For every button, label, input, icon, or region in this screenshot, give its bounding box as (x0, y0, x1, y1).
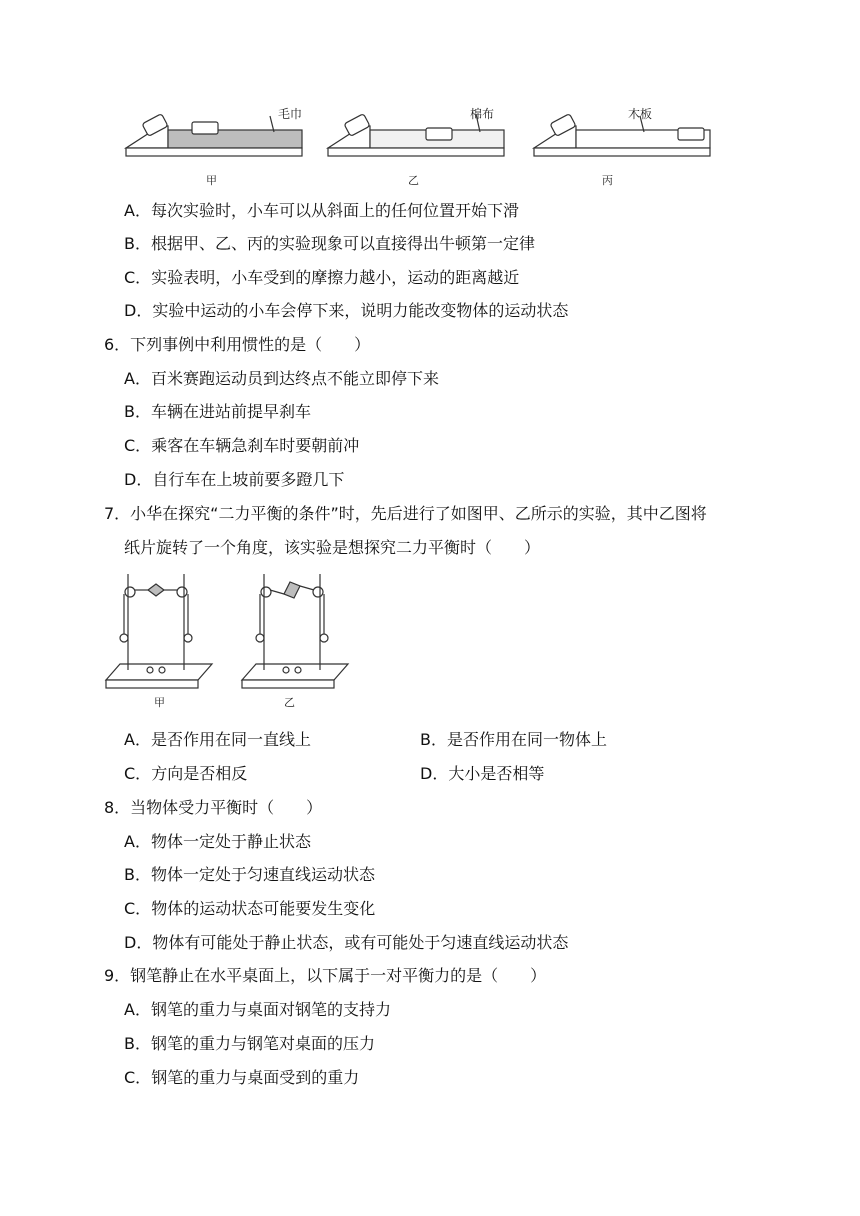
option-letter: A． (124, 1000, 151, 1019)
option-text: 大小是否相等 (448, 764, 545, 783)
q9-option-b[interactable] (124, 1033, 375, 1055)
q5-option-b[interactable] (124, 233, 535, 255)
q8-stem: 8．当物体受力平衡时（ ） (104, 798, 323, 817)
panel-towel (126, 114, 302, 156)
q9-stem: 9．钢笔静止在水平桌面上，以下属于一对平衡力的是（ ） (104, 966, 547, 985)
q7-option-a[interactable] (124, 729, 311, 751)
q8-option-c[interactable] (124, 898, 375, 920)
option-text: 物体有可能处于静止状态，或有可能处于匀速直线运动状态 (152, 933, 569, 952)
option-text: 实验中运动的小车会停下来，说明力能改变物体的运动状态 (152, 301, 569, 320)
option-text: 根据甲、乙、丙的实验现象可以直接得出牛顿第一定律 (150, 234, 535, 253)
option-letter: C． (124, 899, 152, 918)
option-text: 实验表明，小车受到的摩擦力越小，运动的距离越近 (151, 268, 520, 287)
q8-option-d[interactable] (124, 932, 568, 954)
q7-option-d[interactable] (420, 763, 544, 785)
panel-jia (106, 574, 212, 688)
fig1-caption-jia: 甲 (206, 174, 217, 187)
q9-option-a[interactable] (124, 999, 391, 1021)
option-text: 车辆在进站前提早刹车 (150, 402, 311, 421)
fig1-label-towel: 毛巾 (278, 107, 303, 121)
option-text: 钢笔的重力与桌面受到的重力 (151, 1068, 360, 1087)
option-text: 百米赛跑运动员到达终点不能立即停下来 (150, 369, 439, 388)
fig1-label-cotton: 棉布 (470, 107, 495, 121)
option-text: 是否作用在同一直线上 (150, 730, 311, 749)
option-letter: C． (124, 764, 152, 783)
option-text: 方向是否相反 (151, 764, 248, 783)
fig1-caption-yi: 乙 (408, 174, 419, 187)
option-text: 自行车在上坡前要多蹬几下 (152, 470, 345, 489)
option-letter: C． (124, 436, 152, 455)
option-letter: D． (124, 933, 153, 952)
q6-option-b[interactable] (124, 401, 311, 423)
q7-stem-line2: 纸片旋转了一个角度，该实验是想探究二力平衡时（ ） (124, 538, 541, 557)
q6-option-d[interactable] (124, 469, 344, 491)
option-text: 钢笔的重力与钢笔对桌面的压力 (150, 1034, 375, 1053)
q7-stem-line1: 7．小华在探究“二力平衡的条件”时，先后进行了如图甲、乙所示的实验，其中乙图将 (104, 504, 707, 523)
option-letter: B． (124, 234, 151, 253)
q6-option-c[interactable] (124, 435, 359, 457)
option-text: 物体一定处于匀速直线运动状态 (150, 865, 375, 884)
option-text: 是否作用在同一物体上 (446, 730, 607, 749)
q5-option-d[interactable] (124, 300, 568, 322)
option-letter: B． (124, 1034, 151, 1053)
q5-option-a[interactable] (124, 200, 519, 222)
panel-wood (534, 114, 710, 156)
panel-yi (242, 574, 348, 688)
q9-option-c[interactable] (124, 1067, 359, 1089)
q7-option-b[interactable] (420, 729, 607, 751)
q7-option-c[interactable] (124, 763, 247, 785)
figure-incline-experiments (120, 104, 720, 188)
figure-force-balance (100, 570, 350, 712)
fig1-caption-bing: 丙 (602, 174, 613, 187)
option-letter: B． (124, 865, 151, 884)
q8-option-a[interactable] (124, 831, 311, 853)
option-letter: A． (124, 369, 151, 388)
q6-stem: 6．下列事例中利用惯性的是（ ） (104, 335, 371, 354)
option-text: 钢笔的重力与桌面对钢笔的支持力 (150, 1000, 391, 1019)
fig2-caption-jia: 甲 (154, 696, 165, 709)
option-letter: A． (124, 201, 151, 220)
q8-option-b[interactable] (124, 864, 375, 886)
option-letter: D． (420, 764, 449, 783)
fig1-label-wood: 木板 (628, 107, 653, 121)
fig2-caption-yi: 乙 (284, 696, 295, 709)
q5-option-c[interactable] (124, 267, 519, 289)
option-text: 物体一定处于静止状态 (150, 832, 311, 851)
q6-option-a[interactable] (124, 368, 439, 390)
option-text: 乘客在车辆急刹车时要朝前冲 (151, 436, 360, 455)
option-letter: B． (420, 730, 447, 749)
option-letter: B． (124, 402, 151, 421)
option-letter: C． (124, 268, 152, 287)
option-text: 物体的运动状态可能要发生变化 (151, 899, 376, 918)
option-letter: A． (124, 730, 151, 749)
option-letter: A． (124, 832, 151, 851)
option-text: 每次实验时，小车可以从斜面上的任何位置开始下滑 (150, 201, 519, 220)
option-letter: D． (124, 470, 153, 489)
option-letter: C． (124, 1068, 152, 1087)
option-letter: D． (124, 301, 153, 320)
